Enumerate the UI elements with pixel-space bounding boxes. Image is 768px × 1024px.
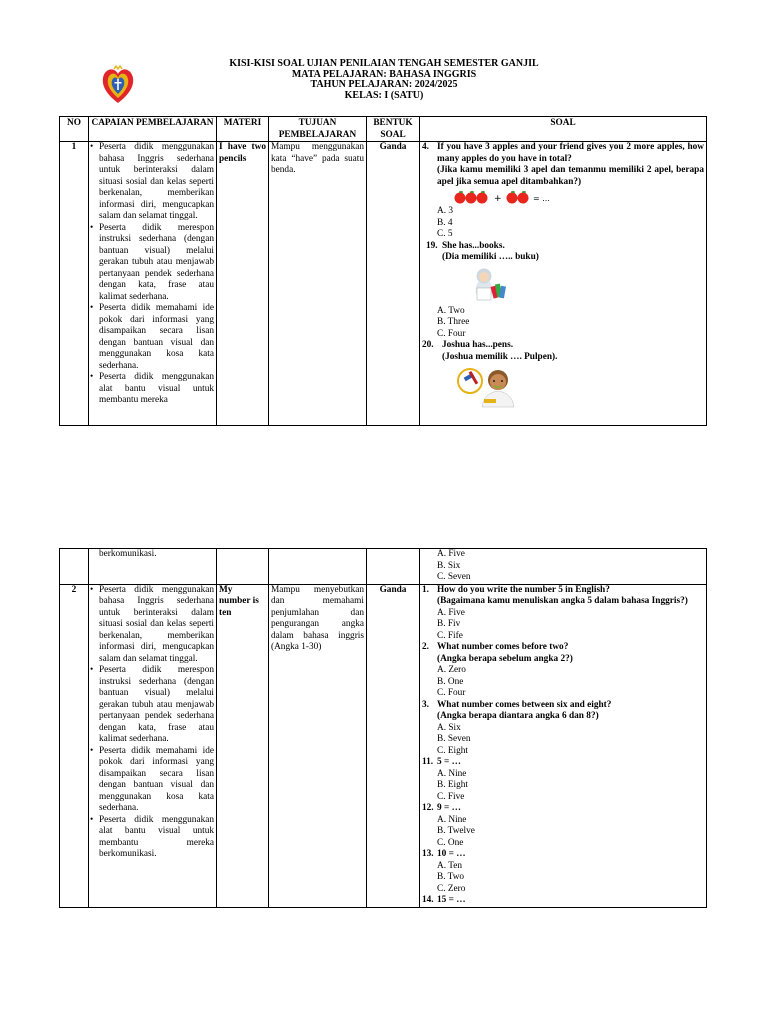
question xyxy=(422,849,704,861)
question-number: 12. xyxy=(422,803,434,813)
question-text: Joshua has...pens. xyxy=(442,340,514,350)
header-year: TAHUN PELAJARAN: 2024/2025 xyxy=(310,79,458,90)
capaian-bullet: • Peserta didik memahami ide pokok dari informasi yang disampaikan secara lisan dengan bantuan visual dan menggunakan kosa kata sederhana. xyxy=(91,303,214,372)
capaian-cell xyxy=(89,549,217,585)
option: B. 4 xyxy=(437,217,453,228)
question-translation: (Bagaimana kamu menuliskan angka 5 dalam bahasa Inggris?) xyxy=(437,596,688,606)
col-no: NO xyxy=(60,117,89,142)
question-number: 1. xyxy=(422,584,429,595)
option: A. Two xyxy=(437,305,465,316)
row-number: 1 xyxy=(60,142,89,426)
materi-cell: My number is ten xyxy=(217,584,269,907)
page-2 xyxy=(0,470,768,1024)
option: B. Three xyxy=(437,317,470,327)
col-soal: SOAL xyxy=(420,117,707,142)
question xyxy=(422,642,704,665)
option: C. Seven xyxy=(437,572,471,582)
capaian-bullet: • Peserta didik merespon instruksi sederhana (dengan bantuan visual) melalui gerakan tubuh atau menjawab pertanyaan pendek sederhana dengan kata, frase atau kalimat sederhana. xyxy=(91,665,214,746)
option: C. One xyxy=(437,837,464,848)
option: B. Seven xyxy=(437,734,471,744)
question xyxy=(422,340,704,363)
question-text: She has...books. xyxy=(442,240,505,251)
option: A. Five xyxy=(437,607,465,618)
question-text: 15 = … xyxy=(437,895,466,905)
option: A. Nine xyxy=(437,814,467,825)
option: B. Eight xyxy=(437,780,468,790)
option: B. Twelve xyxy=(437,826,475,836)
capaian-bullet: • Peserta didik menggunakan bahasa Inggris sederhana untuk berinteraksi dalam situasi sosial dan kelas seperti berkenalan, memberikan informasi diri, mengucapkan salam dan selamat tinggal. xyxy=(91,142,214,223)
question-number: 14. xyxy=(422,895,434,905)
question-number: 20. xyxy=(422,340,434,350)
question xyxy=(422,241,704,264)
question-translation: (Dia memiliki ….. buku) xyxy=(442,252,539,262)
question-number: 19. xyxy=(426,240,438,251)
boy-with-pen-icon xyxy=(454,363,534,413)
option: A. Ten xyxy=(437,860,462,871)
option: B. Fiv xyxy=(437,619,461,629)
capaian-bullet: • Peserta didik memahami ide pokok dari informasi yang disampaikan secara lisan dengan bantuan visual dan menggunakan kosa kata sederhana. xyxy=(91,746,214,815)
option: C. 5 xyxy=(437,229,453,239)
soal-cell xyxy=(420,584,707,907)
header-title: KISI-KISI SOAL UJIAN PENILAIAN TENGAH SEMESTER GANJIL xyxy=(229,58,539,69)
question-number: 3. xyxy=(422,699,429,710)
page-1 xyxy=(0,0,768,470)
option: C. Four xyxy=(437,328,466,339)
option: A. Five xyxy=(437,549,465,559)
question xyxy=(422,700,704,723)
soal-cell xyxy=(420,142,707,426)
question xyxy=(422,803,704,815)
question-text: What number comes between six and eight? xyxy=(437,699,612,710)
option: A. Six xyxy=(437,722,461,733)
option: A. Nine xyxy=(437,768,467,779)
row-number: 2 xyxy=(60,584,89,907)
capaian-bullet: • Peserta didik merespon instruksi sederhana (dengan bantuan visual) melalui gerakan tubuh atau menjawab pertanyaan pendek sederhana dengan kata, frase atau kalimat sederhana. xyxy=(91,223,214,304)
col-capaian: CAPAIAN PEMBELAJARAN xyxy=(89,117,217,142)
question-number: 11. xyxy=(422,757,434,767)
bentuk-cell: Ganda xyxy=(367,584,420,907)
option: C. Eight xyxy=(437,745,468,756)
option: C. Four xyxy=(437,688,466,698)
materi-cell: I have two pencils xyxy=(217,142,269,426)
question-number: 13. xyxy=(422,849,434,859)
option: B. One xyxy=(437,676,464,687)
question-text: If you have 3 apples and your friend gives you 2 more apples, how many apples do you have in total? xyxy=(437,142,704,164)
question xyxy=(422,757,704,769)
tujuan-cell: Mampu menyebutkan dan memahami penjumlahan dan pengurangan angka dalam bahasa inggris (Angka 1-30) xyxy=(269,584,367,907)
question-text: How do you write the number 5 in English? xyxy=(437,584,610,595)
option: C. Five xyxy=(437,791,465,802)
question xyxy=(422,142,704,188)
table-header-row xyxy=(60,117,707,142)
question-number: 4. xyxy=(422,142,429,152)
option: B. Two xyxy=(437,872,465,882)
svg-text:+: + xyxy=(494,194,502,204)
capaian-continuation: berkomunikasi. xyxy=(99,549,157,559)
question-translation: (Jika kamu memiliki 3 apel dan temanmu memiliki 2 apel, berapa apel jika semua apel ditambahkan?) xyxy=(437,165,704,187)
col-tujuan: TUJUAN PEMBELAJARAN xyxy=(269,117,367,142)
apples-icon xyxy=(452,188,572,206)
capaian-cell xyxy=(89,142,217,426)
svg-text:= ...: = ... xyxy=(533,194,550,203)
capaian-bullet: • Peserta didik menggunakan bahasa Inggris sederhana untuk berinteraksi dalam situasi sosial dan kelas seperti berkenalan, memberikan informasi diri, mengucapkan salam dan selamat tinggal. xyxy=(91,585,214,666)
option: C. Fife xyxy=(437,630,463,641)
option: C. Zero xyxy=(437,883,466,894)
question-translation: (Angka berapa sebelum angka 2?) xyxy=(437,653,573,664)
question-text: 5 = … xyxy=(437,757,461,767)
question-text: 10 = … xyxy=(437,849,466,859)
kisi-kisi-table-page-2 xyxy=(59,548,707,908)
document-header xyxy=(0,59,768,101)
col-materi: MATERI xyxy=(217,117,269,142)
table-row xyxy=(60,584,707,907)
question-text: What number comes before two? xyxy=(437,642,569,652)
header-subject: MATA PELAJARAN: BAHASA INGGRIS xyxy=(291,68,477,80)
capaian-bullet: • Peserta didik menggunakan alat bantu visual untuk membantu mereka berkomunikasi. xyxy=(91,815,214,861)
table-row xyxy=(60,549,707,585)
table-row xyxy=(60,142,707,426)
soal-cell xyxy=(420,549,707,585)
question xyxy=(422,895,704,907)
option: A. Zero xyxy=(437,665,466,675)
question-number: 2. xyxy=(422,642,429,652)
tujuan-cell: Mampu menggunakan kata “have” pada suatu benda. xyxy=(269,142,367,426)
header-class: KELAS: I (SATU) xyxy=(344,89,424,101)
bentuk-cell: Ganda xyxy=(367,142,420,426)
kisi-kisi-table-page-1 xyxy=(59,116,707,426)
option: B. Six xyxy=(437,560,461,571)
question xyxy=(422,585,704,608)
question-translation: (Angka berapa diantara angka 6 dan 8?) xyxy=(437,711,599,721)
option: A. 3 xyxy=(437,206,454,216)
capaian-bullet: • Peserta didik menggunakan alat bantu visual untuk membantu mereka xyxy=(91,372,214,407)
col-bentuk: BENTUK SOAL xyxy=(367,117,420,142)
question-translation: (Joshua memilik …. Pulpen). xyxy=(442,351,558,362)
question-text: 9 = … xyxy=(437,803,461,813)
girl-with-books-icon xyxy=(462,264,512,306)
capaian-cell xyxy=(89,584,217,907)
